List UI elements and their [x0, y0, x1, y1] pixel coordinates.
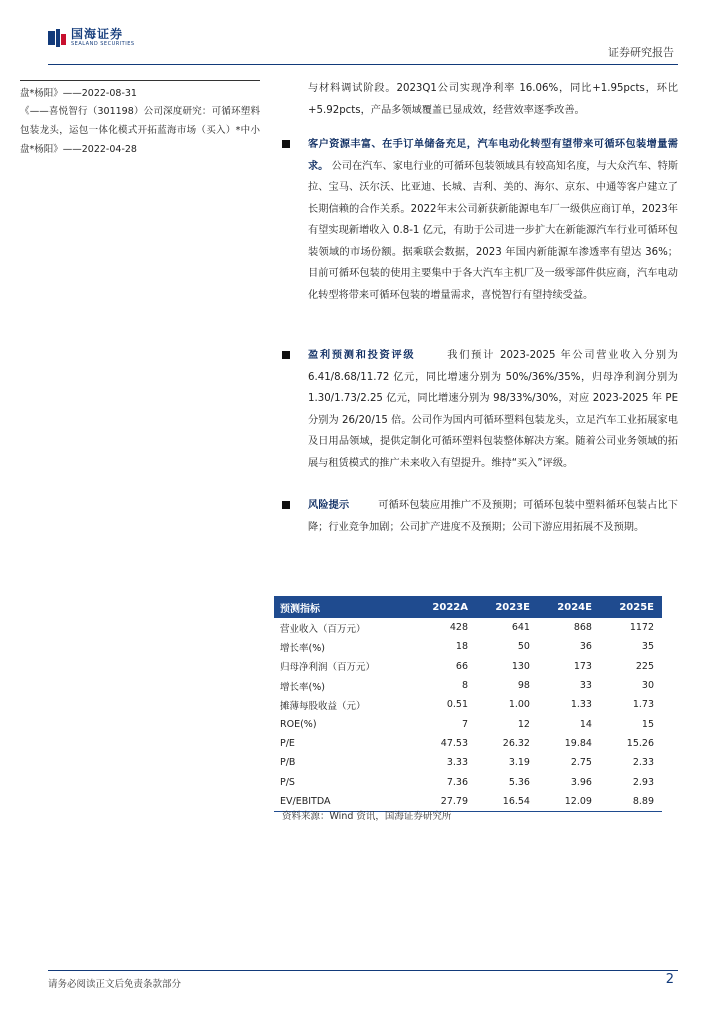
bullet-square-icon [282, 501, 290, 509]
table-cell: 3.96 [570, 776, 592, 788]
related-reports-divider [20, 80, 260, 81]
page-header [48, 28, 678, 64]
table-cell: 8.89 [600, 792, 662, 812]
table-header-row [274, 596, 662, 618]
table-cell: 增长率(%) [280, 681, 325, 693]
table-cell: 16.54 [476, 792, 538, 812]
table-cell: 173 [573, 660, 592, 672]
bullet-text: 我们预计 2023-2025 年公司营业收入分别为 6.41/8.68/11.72 亿元，同比增速分别为 50%/36%/35%，归母净利润分别为 1.30/1.73/2.25 亿元，同比增速分别为 98/33%/30%，对应 2023-2025 年 PE 分别为 26/20/15 倍。公司作为国内可循环塑料包装龙头，立足汽车工业拓展家电及日用品领域，提供定制化可循环塑料包装整体解决方案。随着公司业务领域的拓展与租赁模式的推广未来收入有望提升。维持“买入”评级。 [308, 350, 678, 469]
table-cell: 33 [579, 680, 592, 692]
bullet-square-icon [282, 140, 290, 148]
table-cell: 1.73 [632, 699, 654, 711]
table-cell: 27.79 [413, 792, 476, 812]
table-cell: 归母净利润（百万元） [280, 662, 376, 674]
bullet-customer-resources [282, 134, 678, 306]
table-cell: 1.33 [570, 699, 592, 711]
table-cell: 8 [461, 680, 468, 692]
table-cell: 2.75 [570, 757, 592, 769]
company-logo [48, 28, 135, 47]
table-row [274, 753, 662, 772]
table-header-cell: 2024E [538, 596, 600, 618]
table-cell: 12.09 [538, 792, 600, 812]
table-cell: 增长率(%) [280, 642, 325, 654]
table-cell: P/S [280, 776, 295, 788]
bullet-risk-warning [282, 495, 678, 538]
table-cell: 47.53 [440, 737, 468, 749]
table-cell: 3.19 [508, 757, 530, 769]
bullet-square-icon [282, 351, 290, 359]
table-cell: 19.84 [564, 737, 592, 749]
table-cell: 摊薄每股收益（元） [280, 700, 366, 712]
table-row [274, 734, 662, 753]
table-header-cell: 2022A [413, 596, 476, 618]
logo-english-name: SEALAND SECURITIES [71, 41, 135, 47]
report-type-label: 证券研究报告 [608, 46, 674, 59]
table-row [274, 695, 662, 714]
disclaimer-note: 请务必阅读正文后免责条款部分 [48, 979, 182, 990]
table-header-cell: 2023E [476, 596, 538, 618]
table-cell: 225 [635, 660, 654, 672]
table-row [274, 618, 662, 637]
table-cell: 18 [455, 641, 468, 653]
table-cell: P/B [280, 757, 296, 769]
table-row [274, 676, 662, 695]
table-cell: 66 [455, 660, 468, 672]
table-cell: 428 [449, 622, 468, 634]
table-cell: 15 [641, 718, 654, 730]
table-cell: 130 [511, 660, 530, 672]
table-cell: 868 [573, 622, 592, 634]
table-cell: 0.51 [446, 699, 468, 711]
table-cell: ROE(%) [280, 718, 317, 730]
intro-paragraph: 与材料调试阶段。2023Q1公司实现净利率 16.06%，同比+1.95pcts，环比+5.92pcts，产品多领域覆盖已显成效，经营效率逐季改善。 [308, 83, 678, 116]
table-cell: 26.32 [502, 737, 530, 749]
table-cell: 7 [461, 718, 468, 730]
table-cell: 12 [517, 718, 530, 730]
bullet-earnings-forecast [282, 345, 678, 474]
sealand-logo-icon [48, 29, 66, 47]
bullet-text: 可循环包装应用推广不及预期；可循环包装中塑料循环包装占比下降；行业竞争加剧；公司扩产进度不及预期；公司下游应用拓展不及预期。 [308, 500, 678, 533]
table-cell: 7.36 [446, 776, 468, 788]
table-cell: EV/EBITDA [274, 792, 413, 812]
table-cell: 641 [511, 622, 530, 634]
table-cell: 1.00 [508, 699, 530, 711]
table-cell: 5.36 [508, 776, 530, 788]
header-divider [48, 64, 678, 65]
table-cell: 36 [579, 641, 592, 653]
table-cell: 30 [641, 680, 654, 692]
related-report-2: 《——喜悦智行（301198）公司深度研究：可循环塑料包装龙头，运包一体化模式开拓蓝海市场（买入）*中小盘*杨阳》——2022-04-28 [20, 106, 260, 155]
forecast-table [274, 596, 662, 812]
related-report-1: 盘*杨阳》——2022-08-31 [20, 88, 137, 99]
table-header-cell: 2025E [600, 596, 662, 618]
bullet-text: 公司在汽车、家电行业的可循环包装领域具有较高知名度，与大众汽车、特斯拉、宝马、沃尔沃、比亚迪、长城、吉利、美的、海尔、京东、中通等客户建立了长期信赖的合作关系。2022年末公司新获新能源电车厂一级供应商订单，2023年有望实现新增收入 0.8-1 亿元，有助于公司进一步扩大在新能源汽车行业可循环包装领域的市场份额。据乘联会数据，2023 年国内新能源车渗透率有望达 36%；目前可循环包装的使用主要集中于各大汽车主机厂及一级零部件供应商，汽车电动化转型将带来可循环包装的增量需求，喜悦智行有望持续受益。 [308, 160, 678, 301]
table-cell: 营业收入（百万元） [280, 623, 366, 635]
table-cell: 2.33 [632, 757, 654, 769]
table-source-note: 资料来源：Wind 资讯，国海证券研究所 [282, 811, 452, 822]
bullet-lead: 客户资源丰富、在手订单储备充足，汽车电动化转型有望带来可循环包装增量需求。 [308, 139, 678, 172]
table-cell: 2.93 [632, 776, 654, 788]
page-number: 2 [665, 972, 674, 987]
table-row [274, 657, 662, 676]
table-cell: 14 [579, 718, 592, 730]
table-cell: P/E [280, 737, 295, 749]
bullet-lead: 风险提示 [308, 500, 350, 511]
footer-divider [48, 970, 678, 971]
table-cell: 35 [641, 641, 654, 653]
bullet-lead: 盈利预测和投资评级 [308, 350, 416, 361]
table-row [274, 772, 662, 791]
table-cell: 3.33 [446, 757, 468, 769]
logo-chinese-name: 国海证券 [71, 27, 124, 41]
table-cell: 50 [517, 641, 530, 653]
table-cell: 1172 [629, 622, 654, 634]
table-header-cell: 预测指标 [274, 596, 413, 618]
table-row [274, 714, 662, 733]
table-cell: 98 [517, 680, 530, 692]
table-cell: 15.26 [626, 737, 654, 749]
table-row [274, 637, 662, 656]
